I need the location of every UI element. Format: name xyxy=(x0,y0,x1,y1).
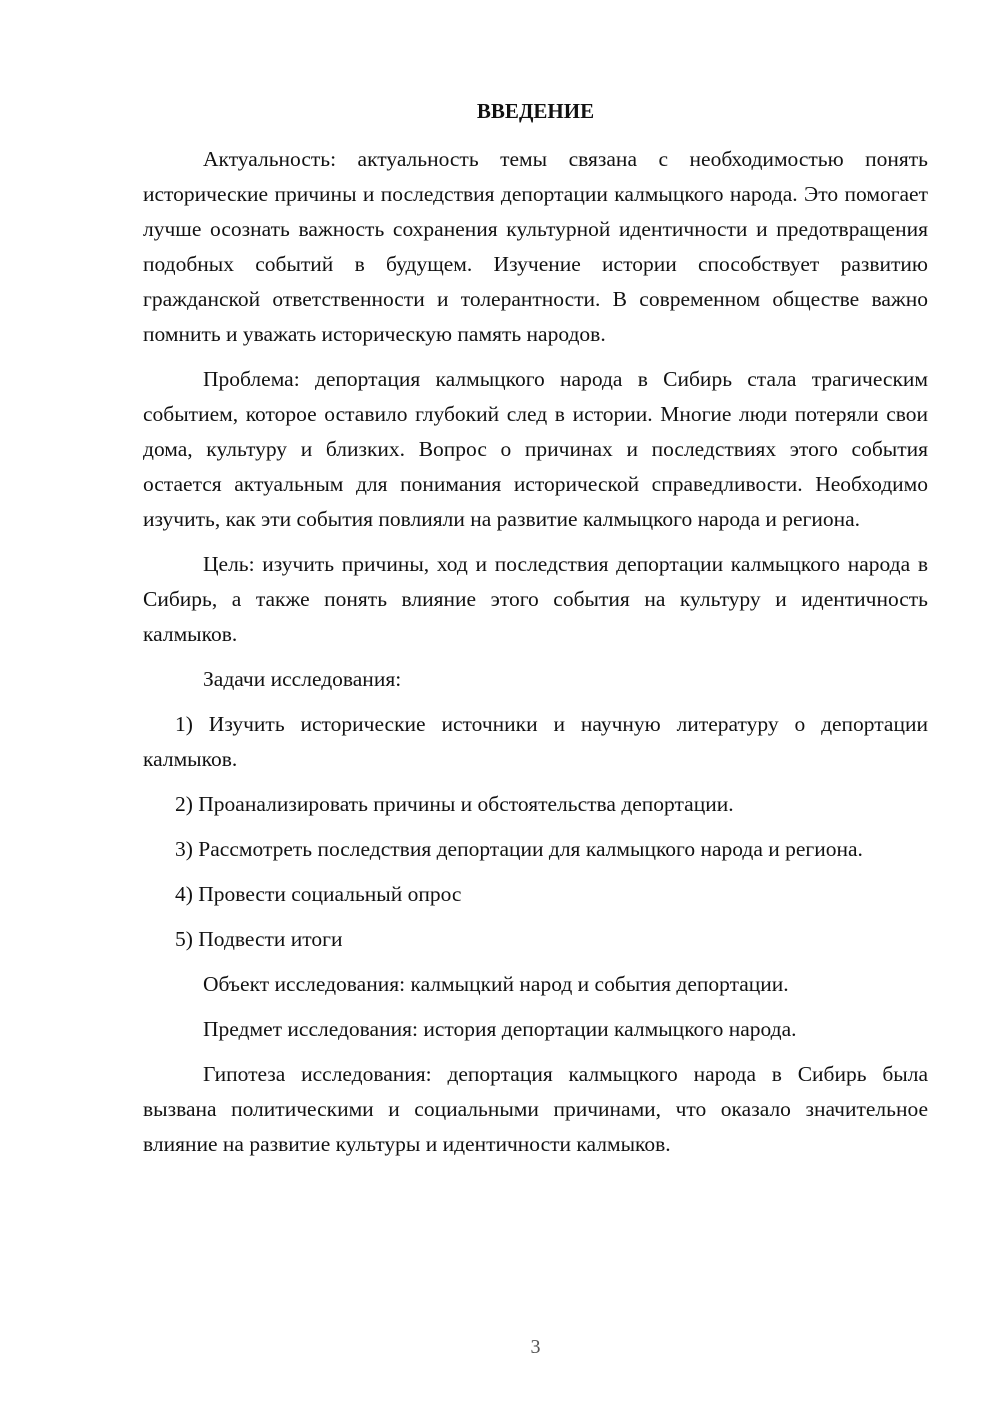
subject-paragraph: Предмет исследования: история депортации калмыцкого народа. xyxy=(203,1017,797,1041)
task-item-2: 2) Проанализировать причины и обстоятельства депортации. xyxy=(175,792,734,816)
task-item-4: 4) Провести социальный опрос xyxy=(175,882,462,906)
hypothesis-paragraph: Гипотеза исследования: депортация калмыцкого народа в Сибирь была вызвана политическими и социальными причинами, что оказало значительное влияние на развитие культуры и идентичности калмыков. xyxy=(143,1062,928,1156)
relevance-paragraph: Актуальность: актуальность темы связана с необходимостью понять исторические причины и последствия депортации калмыцкого народа. Это помогает лучше осознать важность сохранения культурной идентичности и предотвращения подобных событий в будущем. Изучение истории способствует развитию гражданской ответственности и толерантности. В современном обществе важно помнить и уважать историческую память народов. xyxy=(143,147,928,346)
page-number: 3 xyxy=(530,1336,541,1358)
task-item-3: 3) Рассмотреть последствия депортации для калмыцкого народа и региона. xyxy=(175,837,863,861)
task-item-1: 1) Изучить исторические источники и научную литературу о депортации калмыков. xyxy=(143,712,928,771)
document-page xyxy=(143,0,928,1414)
task-item-5: 5) Подвести итоги xyxy=(175,927,343,951)
problem-paragraph: Проблема: депортация калмыцкого народа в Сибирь стала трагическим событием, которое оставило глубокий след в истории. Многие люди потеряли свои дома, культуру и близких. Вопрос о причинах и последствиях этого события остается актуальным для понимания исторической справедливости. Необходимо изучить, как эти события повлияли на развитие калмыцкого народа и региона. xyxy=(143,367,928,531)
goal-paragraph: Цель: изучить причины, ход и последствия депортации калмыцкого народа в Сибирь, а также понять влияние этого события на культуру и идентичность калмыков. xyxy=(143,552,928,646)
document-body xyxy=(143,142,928,1172)
tasks-heading: Задачи исследования: xyxy=(203,667,402,691)
object-paragraph: Объект исследования: калмыцкий народ и события депортации. xyxy=(203,972,789,996)
section-title: ВВЕДЕНИЕ xyxy=(476,99,595,123)
